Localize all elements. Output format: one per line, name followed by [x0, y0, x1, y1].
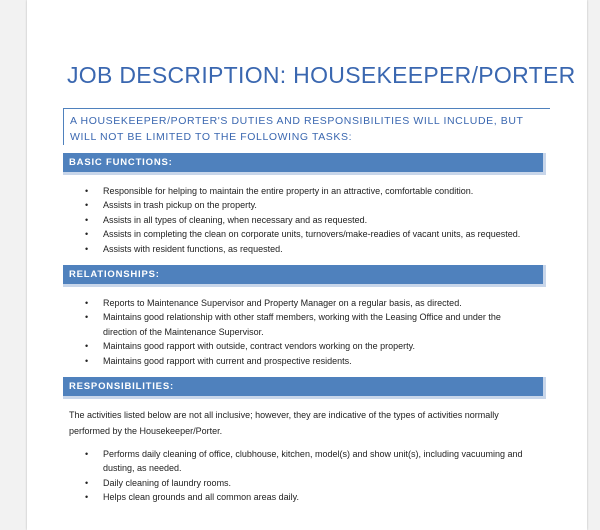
list-item: • Daily cleaning of laundry rooms.	[85, 476, 525, 490]
list-item: • Helps clean grounds and all common areas daily.	[85, 490, 525, 504]
basic-functions-list	[85, 184, 525, 256]
bullet-icon: •	[85, 477, 89, 488]
bullet-icon: •	[85, 200, 89, 211]
bullet-icon: •	[85, 229, 89, 240]
basic-functions-heading: BASIC FUNCTIONS:	[63, 153, 546, 175]
list-item: • Assists in all types of cleaning, when necessary and as requested.	[85, 213, 525, 227]
list-item: • Assists with resident functions, as requested.	[85, 242, 525, 256]
list-item: • Reports to Maintenance Supervisor and Property Manager on a regular basis, as directed.	[85, 296, 525, 310]
list-item: • Maintains good relationship with other staff members, working with the Leasing Office and under the direction of the Maintenance Supervisor.	[85, 312, 501, 337]
bullet-icon: •	[85, 355, 89, 366]
bullet-icon: •	[85, 214, 89, 225]
list-item: • Assists in trash pickup on the property.	[85, 198, 525, 212]
bullet-icon: •	[85, 341, 89, 352]
intro-statement: A HOUSEKEEPER/PORTER'S DUTIES AND RESPONSIBILITIES WILL INCLUDE, BUT WILL NOT BE LIMITED TO THE FOLLOWING TASKS:	[63, 108, 550, 145]
list-item: • Maintains good rapport with outside, contract vendors working on the property.	[85, 339, 525, 353]
list-item: • Performs daily cleaning of office, clubhouse, kitchen, model(s) and show unit(s), including vacuuming and dusting, as needed.	[85, 449, 523, 474]
page-title: JOB DESCRIPTION: HOUSEKEEPER/PORTER	[67, 62, 576, 88]
bullet-icon: •	[85, 298, 89, 308]
bullet-icon: •	[85, 186, 89, 196]
list-item: • Assists in completing the clean on corporate units, turnovers/make-readies of vacant units, as requested.	[85, 227, 525, 241]
document-page	[27, 0, 587, 530]
bullet-icon: •	[85, 243, 89, 254]
relationships-list	[85, 296, 525, 368]
relationships-heading: RELATIONSHIPS:	[63, 265, 546, 287]
responsibilities-list	[85, 447, 525, 505]
list-item: • Responsible for helping to maintain the entire property in an attractive, comfortable condition.	[85, 184, 525, 198]
bullet-icon: •	[85, 312, 89, 323]
responsibilities-intro: The activities listed below are not all inclusive; however, they are indicative of the types of activities normally performed by the Housekeeper/Porter.	[69, 410, 499, 436]
bullet-icon: •	[85, 492, 89, 503]
list-item: • Maintains good rapport with current and prospective residents.	[85, 354, 525, 368]
responsibilities-heading: RESPONSIBILITIES:	[63, 377, 546, 399]
bullet-icon: •	[85, 449, 89, 459]
